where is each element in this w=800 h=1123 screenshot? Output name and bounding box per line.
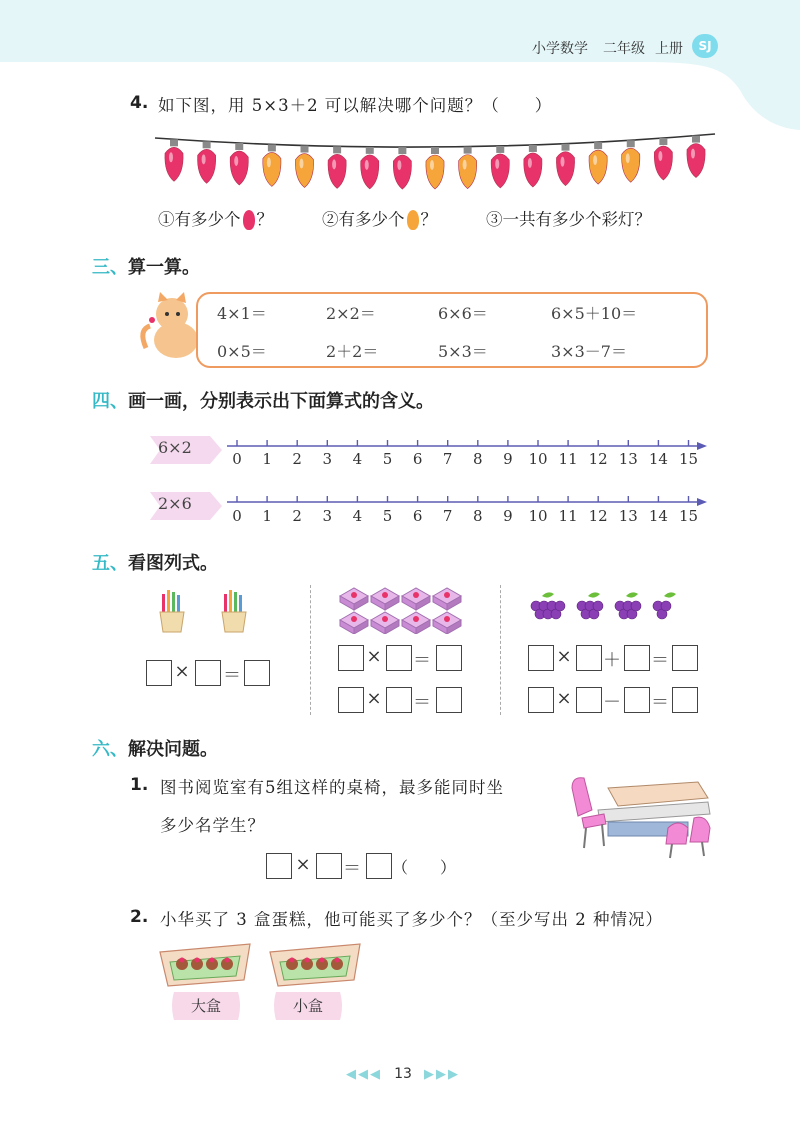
answer-box[interactable] <box>528 645 554 671</box>
sec5-title: 看图列式。 <box>128 553 218 574</box>
answer-box[interactable] <box>146 660 172 686</box>
sec4-prefix: 四、 <box>92 391 128 412</box>
tick-label: 3 <box>322 507 333 525</box>
tick-label: 0 <box>232 450 242 468</box>
numberline-1-label: 6×2 <box>158 438 192 457</box>
tick-label: 5 <box>382 450 393 468</box>
numberline-2-label: 2×6 <box>158 494 192 513</box>
answer-box[interactable] <box>266 853 292 879</box>
tick-label: 1 <box>262 450 272 468</box>
q4-number: 4. <box>130 93 149 113</box>
plus-sign: ＋ <box>603 650 621 671</box>
grape-bunch-icon <box>615 592 641 619</box>
sec3-title: 算一算。 <box>128 257 200 278</box>
gift-boxes-icon <box>336 584 466 634</box>
gift-box-icon <box>402 588 430 610</box>
sec3-prefix: 三、 <box>92 257 128 278</box>
gift-box-icon <box>340 588 368 610</box>
tick-label: 11 <box>558 507 578 525</box>
times-sign: × <box>556 646 572 667</box>
grape-bunch-icon <box>577 592 603 619</box>
divider-1 <box>310 585 311 715</box>
answer-box[interactable] <box>386 687 412 713</box>
red-light-icon <box>687 136 705 178</box>
tick-label: 15 <box>678 450 699 468</box>
red-light-icon <box>198 141 216 183</box>
p2-text: 小华买了 3 盒蛋糕，他可能买了多少个？（至少写出 2 种情况） <box>160 910 663 929</box>
answer-box[interactable] <box>338 687 364 713</box>
tick-label: 3 <box>322 450 333 468</box>
orange-light-icon <box>459 147 477 189</box>
desk-chairs-icon <box>568 768 718 860</box>
tick-label: 13 <box>618 507 638 525</box>
calc-1-3: 6×6＝ <box>438 304 488 323</box>
calc-2-3: 5×3＝ <box>438 342 488 361</box>
answer-box[interactable] <box>624 687 650 713</box>
tick-label: 9 <box>503 507 513 525</box>
red-light-icon <box>393 147 411 189</box>
q4-option-1: ①有多少个 <box>158 210 241 229</box>
tick-label: 8 <box>473 507 483 525</box>
light-string <box>150 124 720 194</box>
gift-box-icon <box>433 612 461 634</box>
q4-text: 如下图，用 5×3＋2 可以解决哪个问题？（ ） <box>158 96 553 115</box>
answer-box[interactable] <box>528 687 554 713</box>
q4-option-3: ③一共有多少个彩灯？ <box>486 210 651 229</box>
orange-light-icon <box>622 140 640 182</box>
tick-label: 2 <box>292 507 302 525</box>
times-sign: × <box>556 688 572 709</box>
equals-sign: ＝ <box>223 665 241 686</box>
times-sign: × <box>295 854 311 875</box>
gift-box-icon <box>340 612 368 634</box>
sec6-title: 解决问题。 <box>128 739 218 760</box>
tick-label: 13 <box>618 450 638 468</box>
p1-unit[interactable]: （ ） <box>392 858 457 877</box>
answer-box[interactable] <box>366 853 392 879</box>
orange-light-icon <box>426 147 444 189</box>
calc-1-4: 6×5＋10＝ <box>551 304 638 323</box>
calc-2-2: 2＋2＝ <box>326 342 379 361</box>
answer-box[interactable] <box>338 645 364 671</box>
header-grade: 二年级 <box>603 41 645 57</box>
gift-box-icon <box>371 588 399 610</box>
equals-sign: ＝ <box>343 858 361 879</box>
tick-label: 12 <box>588 450 608 468</box>
big-cake-box-icon <box>160 944 250 986</box>
answer-box[interactable] <box>436 645 462 671</box>
tick-label: 7 <box>442 507 453 525</box>
gift-box-icon <box>433 588 461 610</box>
equals-sign: ＝ <box>413 650 431 671</box>
times-sign: × <box>366 646 382 667</box>
times-sign: × <box>174 661 190 682</box>
sec6-prefix: 六、 <box>92 739 128 760</box>
sec5-prefix: 五、 <box>92 553 128 574</box>
big-box-tag: 大盒 <box>190 997 221 1015</box>
times-sign: × <box>366 688 382 709</box>
tick-label: 10 <box>528 507 548 525</box>
red-light-icon <box>556 144 574 186</box>
gift-box-icon <box>402 612 430 634</box>
tick-label: 14 <box>648 507 668 525</box>
grape-bunch-icon <box>653 592 676 619</box>
p1-number: 1. <box>130 775 149 795</box>
red-light-icon <box>524 145 542 187</box>
red-light-icon <box>328 146 346 188</box>
orange-light-icon <box>263 144 281 186</box>
grapes-icon <box>524 590 704 624</box>
header-badge: SJ <box>692 34 718 58</box>
tick-label: 14 <box>648 450 668 468</box>
next-arrows-icon: ▶▶▶ <box>424 1067 460 1082</box>
equals-sign: ＝ <box>651 692 669 713</box>
orange-light-icon <box>295 146 313 188</box>
tick-label: 8 <box>473 450 483 468</box>
answer-box[interactable] <box>436 687 462 713</box>
header-volume: 上册 <box>655 41 683 57</box>
prev-arrows-icon: ◀◀◀ <box>346 1067 382 1082</box>
red-light-icon <box>243 210 255 230</box>
tick-label: 12 <box>588 507 608 525</box>
p1-line1: 图书阅览室有5组这样的桌椅，最多能同时坐 <box>160 778 504 797</box>
calc-1-1: 4×1＝ <box>217 304 267 323</box>
answer-box[interactable] <box>316 853 342 879</box>
tick-label: 2 <box>292 450 302 468</box>
cake-boxes-icon <box>158 940 368 990</box>
tick-label: 6 <box>412 507 423 525</box>
tick-label: 4 <box>352 450 363 468</box>
divider-2 <box>500 585 501 715</box>
tick-label: 0 <box>232 507 242 525</box>
q4-option-2: ②有多少个 <box>322 210 405 229</box>
tick-label: 11 <box>558 450 578 468</box>
tick-label: 4 <box>352 507 363 525</box>
tick-label: 6 <box>412 450 423 468</box>
gift-box-icon <box>371 612 399 634</box>
equals-sign: ＝ <box>413 692 431 713</box>
equals-sign: ＝ <box>651 650 669 671</box>
red-light-icon <box>165 139 183 181</box>
tick-label: 9 <box>503 450 513 468</box>
answer-box[interactable] <box>672 645 698 671</box>
calc-1-2: 2×2＝ <box>326 304 376 323</box>
orange-light-icon <box>589 142 607 184</box>
red-light-icon <box>230 143 248 185</box>
calc-2-4: 3×3－7＝ <box>551 342 627 361</box>
tick-label: 15 <box>678 507 699 525</box>
red-light-icon <box>491 146 509 188</box>
answer-box[interactable] <box>624 645 650 671</box>
tick-label: 5 <box>382 507 393 525</box>
answer-box[interactable] <box>576 687 602 713</box>
answer-box[interactable] <box>195 660 221 686</box>
minus-sign: － <box>603 692 621 713</box>
pencil-cups-icon <box>156 586 256 636</box>
red-light-icon <box>361 147 379 189</box>
small-cake-box-icon <box>270 944 360 986</box>
page-number: 13 <box>394 1066 412 1082</box>
orange-light-icon <box>407 210 419 230</box>
calc-2-1: 0×5＝ <box>217 342 267 361</box>
tick-label: 1 <box>262 507 272 525</box>
tick-label: 10 <box>528 450 548 468</box>
answer-box[interactable] <box>244 660 270 686</box>
answer-box[interactable] <box>386 645 412 671</box>
tick-label: 7 <box>442 450 453 468</box>
answer-box[interactable] <box>672 687 698 713</box>
sec4-title: 画一画，分别表示出下面算式的含义。 <box>128 391 434 412</box>
grape-bunch-icon <box>531 592 565 619</box>
p2-number: 2. <box>130 907 149 927</box>
p1-line2: 多少名学生？ <box>160 816 265 835</box>
header-subject: 小学数学 <box>532 41 588 57</box>
small-box-tag: 小盒 <box>292 997 323 1015</box>
answer-box[interactable] <box>576 645 602 671</box>
header-wave <box>0 0 800 140</box>
red-light-icon <box>654 138 672 180</box>
